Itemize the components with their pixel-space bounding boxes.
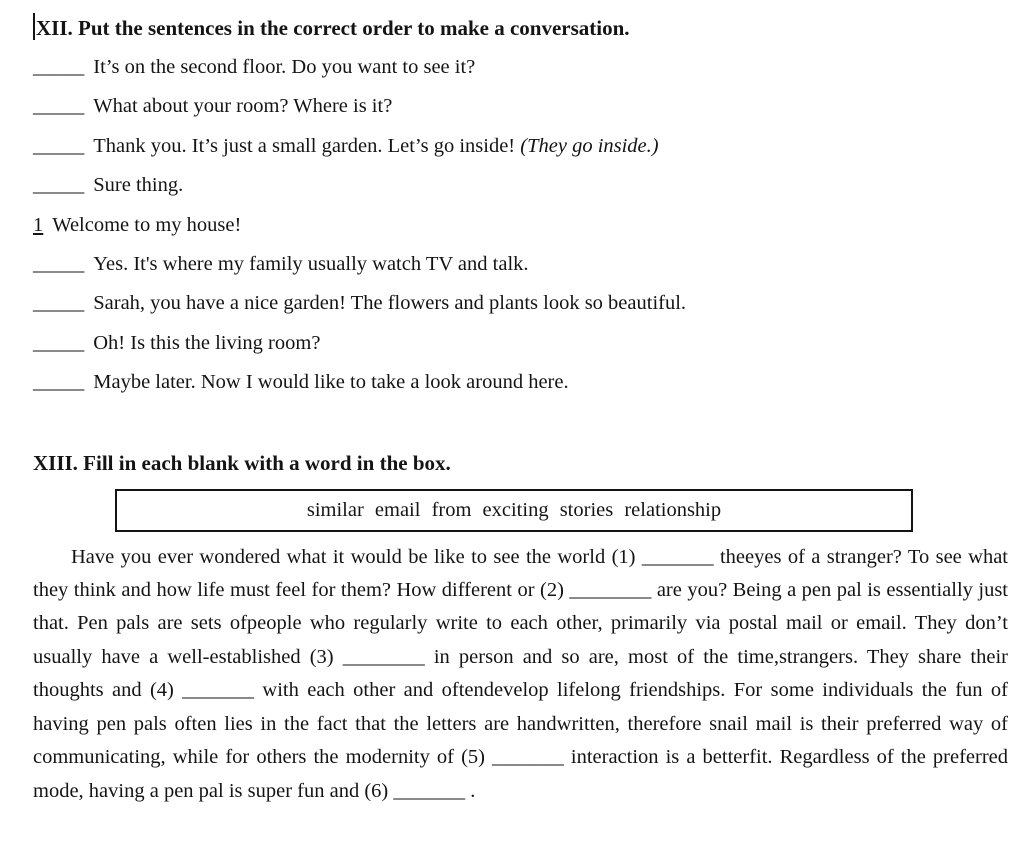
word-bank-words: similar email from exciting stories relationship (306, 498, 722, 521)
cloze-passage[interactable]: Have you ever wondered what it would be like to see the world (1) _______ theeyes of a stranger? To see what they think and how life must feel for them? How different or (2) ________ are you? Being a pen pal is essentially just that. Pen pals are sets ofpeople who regularly write to each other, primarily via postal mail or email. They don’t usually have a well-established (3) ________ in person and so are, most of the time,strangers. They share their thoughts and (4) _______ with each other and oftendevelop lifelong friendships. For some individuals the fun of having pen pals often lies in the fact that the letters are handwritten, therefore snail mail is their preferred way of communicating, while for others the modernity of (5) _______ interaction is a betterfit. Regardless of the preferred mode, having a pen pal is super fun and (6) _______ . (33, 545, 1008, 802)
sentence-text: It’s on the second floor. Do you want to see it? (93, 56, 476, 78)
answer-blank[interactable]: _____ (33, 174, 85, 197)
conversation-list (33, 48, 1008, 403)
conversation-item (33, 206, 1008, 245)
sentence-text: Sarah, you have a nice garden! The flowers and plants look so beautiful. (93, 292, 687, 315)
exercise-xiii-section (33, 443, 1008, 808)
conversation-item (33, 87, 1008, 126)
answer-blank[interactable]: _____ (33, 331, 85, 354)
exercise-xii-heading (33, 8, 1008, 48)
text-cursor-caret (33, 13, 35, 40)
answer-number[interactable]: 1 (33, 213, 44, 236)
sentence-text: Maybe later. Now I would like to take a look around here. (93, 371, 569, 394)
answer-blank[interactable]: _____ (33, 371, 85, 394)
sentence-text: Sure thing. (93, 174, 184, 197)
answer-blank[interactable]: _____ (33, 95, 85, 118)
sentence-text: Oh! Is this the living room? (93, 331, 321, 354)
exercise-xii-heading-text: XII. Put the sentences in the correct order to make a conversation. (36, 16, 630, 40)
conversation-item (33, 166, 1008, 205)
answer-blank[interactable]: _____ (33, 292, 85, 315)
answer-blank[interactable]: _____ (33, 56, 85, 78)
sentence-text: Yes. It's where my family usually watch TV and talk. (93, 253, 529, 276)
sentence-text: What about your room? Where is it? (93, 95, 393, 118)
answer-blank[interactable]: _____ (33, 253, 85, 276)
word-bank-box (115, 489, 913, 532)
conversation-item (33, 363, 1008, 402)
sentence-text: Welcome to my house! (52, 213, 242, 236)
conversation-item (33, 127, 1008, 166)
conversation-item (33, 324, 1008, 363)
conversation-item (33, 48, 1008, 87)
conversation-item (33, 284, 1008, 323)
conversation-item (33, 245, 1008, 284)
answer-blank[interactable]: _____ (33, 134, 85, 157)
sentence-note: (They go inside.) (520, 134, 659, 157)
exercise-xiii-heading: XIII. Fill in each blank with a word in the box. (33, 450, 451, 475)
sentence-text: Thank you. It’s just a small garden. Let’s go inside! (93, 134, 521, 157)
